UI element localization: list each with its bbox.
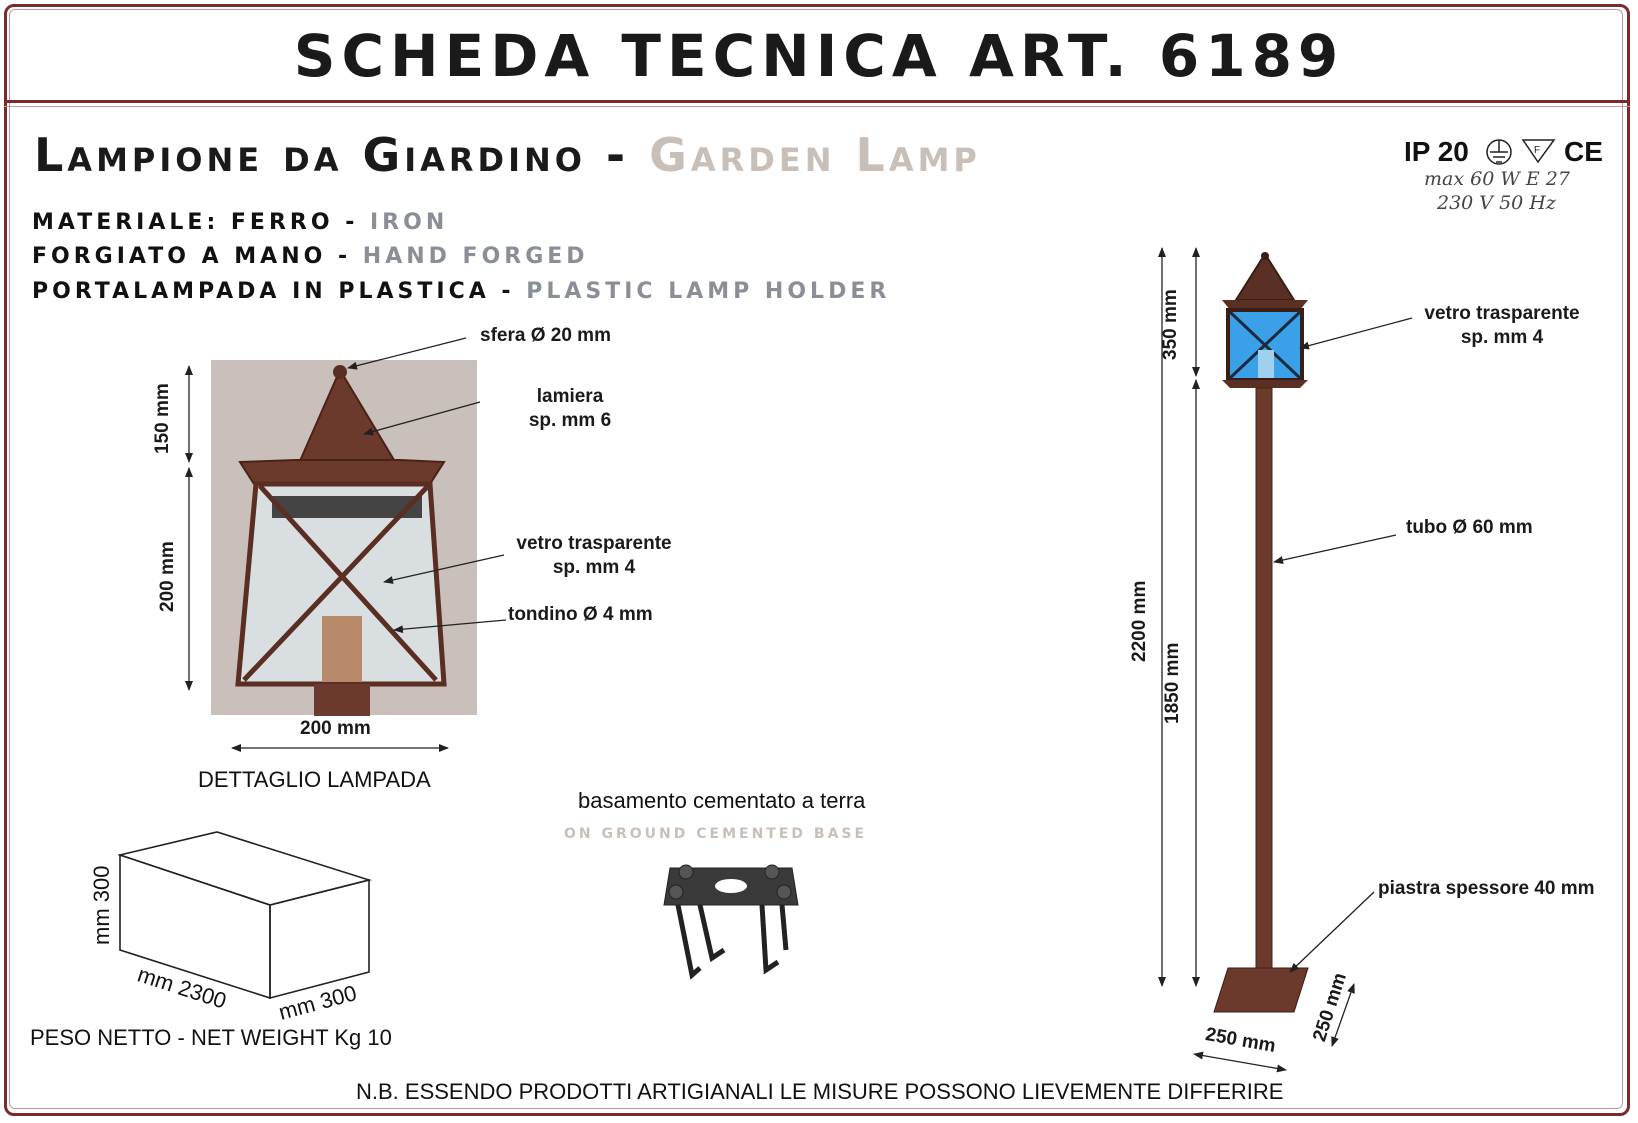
- lamp-dim-base-depth: 250 mm: [1309, 970, 1352, 1045]
- lamp-head-detail-drawing: [238, 365, 444, 716]
- package-height-label: mm 300: [89, 865, 114, 945]
- detail-dim-200-height: 200 mm: [157, 541, 178, 612]
- net-weight: PESO NETTO - NET WEIGHT Kg 10: [30, 1025, 392, 1050]
- footer-note: N.B. ESSENDO PRODOTTI ARTIGIANALI LE MISURE POSSONO LIEVEMENTE DIFFERIRE: [356, 1079, 1284, 1104]
- sheet-label-2: sp. mm 6: [528, 410, 612, 431]
- detail-glass-label-2: sp. mm 4: [552, 557, 636, 578]
- rod-label: tondino Ø 4 mm: [508, 604, 653, 625]
- detail-caption: DETTAGLIO LAMPADA: [198, 767, 431, 792]
- plate-label: piastra spessore 40 mm: [1378, 878, 1595, 899]
- base-plate-drawing: [664, 865, 798, 975]
- sheet-label-1: lamiera: [536, 386, 604, 407]
- spec-material-it: MATERIALE: FERRO -: [32, 210, 370, 235]
- ip-rating: IP 20: [1404, 136, 1469, 167]
- sphere-label: sfera Ø 20 mm: [480, 325, 611, 346]
- spec-material-en: IRON: [370, 210, 449, 235]
- spec-holder-en: PLASTIC LAMP HOLDER: [526, 279, 891, 304]
- detail-dim-200-width: 200 mm: [300, 718, 371, 739]
- ce-mark-icon: CE: [1564, 136, 1603, 167]
- lamp-dim-total: 2200 mm: [1129, 580, 1150, 662]
- sheet-title: SCHEDA TECNICA ART. 6189: [293, 22, 1345, 90]
- svg-text:F: F: [1534, 145, 1541, 156]
- base-title-en: ON GROUND CEMENTED BASE: [564, 826, 868, 842]
- lamp-dim-base-width: 250 mm: [1203, 1024, 1278, 1057]
- lamp-dim-pole: 1850 mm: [1162, 642, 1183, 724]
- spec-holder-it: PORTALAMPADA IN PLASTICA -: [32, 279, 527, 304]
- package-length-label: mm 2300: [134, 961, 230, 1014]
- product-title-en: Garden Lamp: [649, 128, 981, 182]
- base-title: basamento cementato a terra: [578, 788, 866, 813]
- lamp-glass-label-2: sp. mm 4: [1460, 327, 1544, 348]
- spec-forged-it: FORGIATO A MANO -: [32, 244, 363, 269]
- voltage-spec: 230 V 50 Hz: [1437, 192, 1556, 214]
- full-lamp-drawing: [1214, 252, 1308, 1012]
- detail-glass-label-1: vetro trasparente: [516, 533, 672, 554]
- power-spec: max 60 W E 27: [1424, 168, 1570, 190]
- package-depth-label: mm 300: [275, 980, 360, 1025]
- product-title-it: Lampione da Giardino -: [34, 128, 650, 182]
- detail-dim-150: 150 mm: [152, 383, 173, 454]
- lamp-glass-label-1: vetro trasparente: [1424, 303, 1580, 324]
- spec-forged-en: HAND FORGED: [362, 244, 589, 269]
- tube-label: tubo Ø 60 mm: [1406, 517, 1533, 538]
- lamp-dim-head: 350 mm: [1160, 289, 1181, 360]
